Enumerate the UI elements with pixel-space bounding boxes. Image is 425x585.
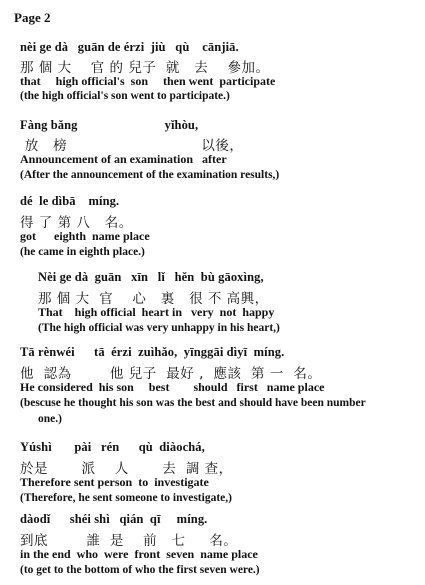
hanzi-line: 那 個 大 官 心 裏 很 不 高興， — [38, 291, 269, 307]
pinyin-line: Yúshì pài rén qù diàochá, — [20, 440, 205, 454]
pinyin-line: Tā rènwéi tā érzi zuìhǎo, yīnggāi dìyī míng. — [20, 345, 285, 359]
gloss-line: that high official's son then went participate — [20, 74, 276, 88]
pinyin-line: Fàng bǎng yǐhòu, — [20, 118, 199, 132]
hanzi-line: 得 了 第 八 名。 — [20, 215, 133, 231]
translation-line: (After the announcement of the examination results,) — [20, 169, 280, 181]
gloss-line: That high official heart in very not happy — [38, 305, 275, 319]
gloss-line: Announcement of an examination after — [20, 152, 227, 166]
hanzi-line: 放 榜 以後， — [20, 138, 244, 154]
pinyin-line: nèi ge dà guān de érzi jiù qù cānjiā. — [20, 40, 239, 54]
translation-line: (the high official's son went to participate.) — [20, 90, 230, 102]
page-number: Page 2 — [14, 10, 51, 25]
translation-line: (to get to the bottom of who the first seven were.) — [20, 564, 260, 576]
gloss-line: He considered his son best should first name place — [20, 380, 325, 394]
translation-line: (bescuse he thought his son was the best and should have been number — [20, 397, 366, 409]
gloss-line: got eighth name place — [20, 229, 150, 243]
gloss-line: Therefore sent person to investigate — [20, 475, 209, 489]
hanzi-line: 到底 誰 是 前 七 名。 — [20, 533, 238, 549]
translation-line: (Therefore, he sent someone to investigate,) — [20, 492, 232, 504]
hanzi-line: 那 個 大 官 的 兒子 就 去 參加。 — [20, 60, 270, 76]
translation-line: (he came in eighth place.) — [20, 246, 145, 258]
hanzi-line: 他 認為 他 兒子 最好 , 應該 第 一 名。 — [20, 366, 322, 382]
pinyin-line: dé le dìbā míng. — [20, 194, 120, 208]
pinyin-line: dàodǐ shéi shì qián qī míng. — [20, 512, 208, 526]
translation-line: (The high official was very unhappy in his heart,) — [38, 322, 280, 334]
translation-line-continued: one.) — [38, 413, 62, 425]
gloss-line: in the end who were front seven name place — [20, 547, 258, 561]
hanzi-line: 於是 派 人 去 調 查， — [20, 461, 233, 477]
pinyin-line: Nèi ge dà guān xīn lǐ hěn bù gāoxìng, — [38, 270, 264, 284]
